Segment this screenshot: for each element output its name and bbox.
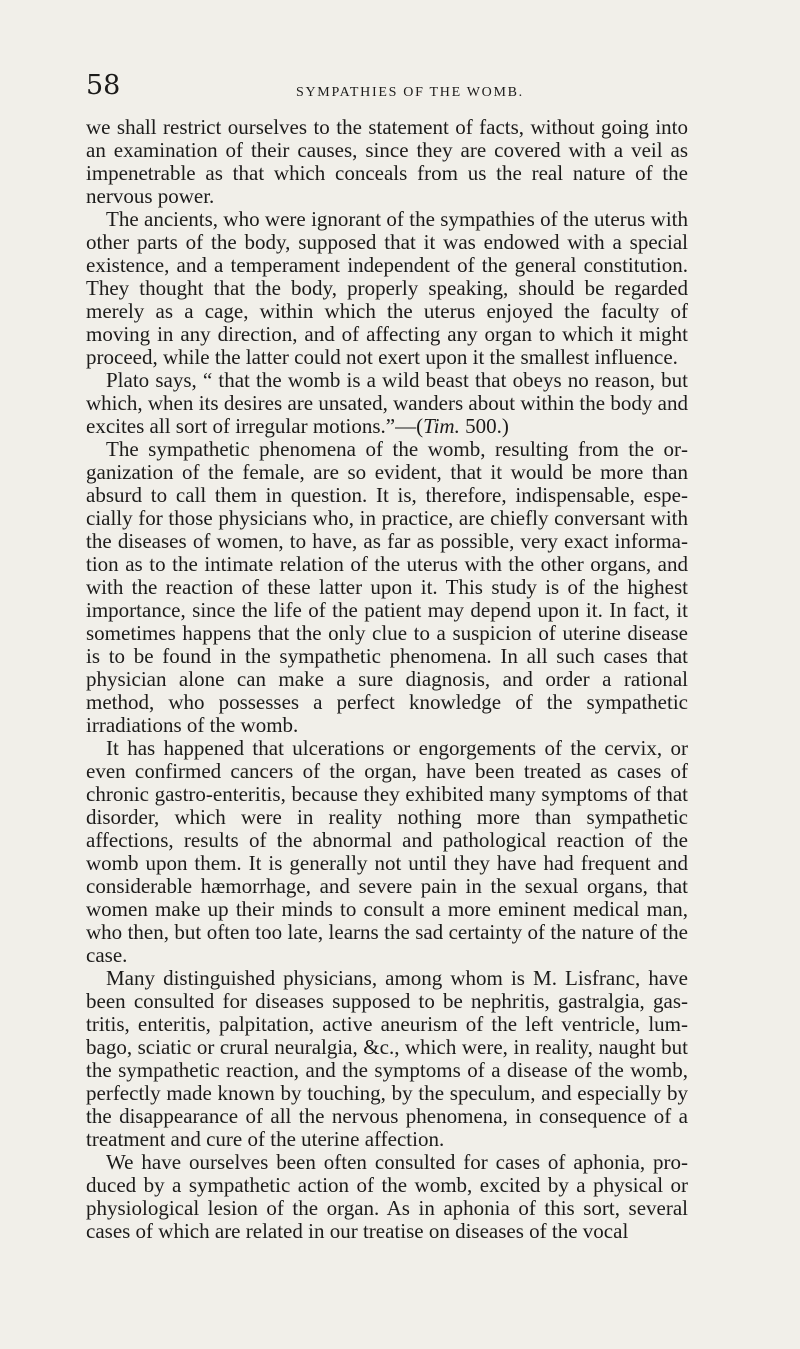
body-text	[86, 116, 688, 1243]
paragraph-continued: we shall restrict ourselves to the statement of facts, without going into an examination of their causes, since they are covered with a veil as impenetrable as that which conceals from us the real nature of the nervous power.	[86, 115, 688, 208]
paragraph-plato-quote	[86, 369, 688, 438]
plato-quote-text: Plato says, “ that the womb is a wild beast that obeys no reason, but which, when its desires are unsated, wanders about within the body and excites all sort of irregular motions.”—(	[86, 368, 688, 438]
citation-reference: 500.)	[459, 414, 509, 438]
paragraph-aphonia: We have ourselves been often consulted for cases of aphonia, produced by a sympathetic action of the womb, excited by a physical or physiological lesion of the organ. As in aphonia of this sort, several cases of which are related in our treatise on diseases of the vocal	[86, 1150, 688, 1243]
paragraph-sympathetic-phenomena: The sympathetic phenomena of the womb, resulting from the organization of the female, are so evident, that it would be more than absurd to call them in question. It is, therefore, indispensable, especially for those physicians who, in practice, are chiefly conversant with the diseases of women, to have, as far as possible, very exact information as to the intimate relation of the uterus with the other organs, and with the reaction of these latter upon it. This study is of the highest importance, since the life of the patient may depend upon it. In fact, it sometimes happens that the only clue to a suspicion of uterine disease is to be found in the sympathetic phenomena. In all such cases that physician alone can make a sure diagnosis, and order a rational method, who possesses a perfect knowledge of the sympathetic irradiations of the womb.	[86, 437, 688, 737]
page-number: 58	[86, 70, 121, 101]
paragraph-ancients: The ancients, who were ignorant of the sympathies of the uterus with other parts of the body, supposed that it was endowed with a special existence, and a temperament independent of the general constitution. They thought that the body, properly speaking, should be regarded merely as a cage, within which the uterus enjoyed the faculty of moving in any direction, and of affecting any organ to which it might proceed, while the latter could not exert upon it the smallest influence.	[86, 207, 688, 369]
running-title: SYMPATHIES OF THE WOMB.	[296, 85, 524, 100]
citation-source: Tim.	[423, 414, 460, 438]
paragraph-lisfranc: Many distinguished physicians, among whom is M. Lisfranc, have been consulted for diseases supposed to be nephritis, gastralgia, gastritis, enteritis, palpitation, active aneurism of the left ventricle, lumbago, sciatic or crural neuralgia, &c., which were, in reality, naught but the sympathetic reaction, and the symptoms of a disease of the womb, perfectly made known by touching, by the speculum, and especially by the disappearance of all the nervous phenomena, in consequence of a treatment and cure of the uterine affection.	[86, 966, 688, 1151]
paragraph-ulcerations: It has happened that ulcerations or engorgements of the cervix, or even confirmed cancers of the organ, have been treated as cases of chronic gastro-enteritis, because they exhibited many symptoms of that disorder, which were in reality nothing more than sympathetic affections, results of the abnormal and pathological reaction of the womb upon them. It is generally not until they have had frequent and considerable hæmorrhage, and severe pain in the sexual organs, that women make up their minds to consult a more eminent medical man, who then, but often too late, learns the sad certainty of the nature of the case.	[86, 736, 688, 967]
running-head	[86, 0, 688, 102]
